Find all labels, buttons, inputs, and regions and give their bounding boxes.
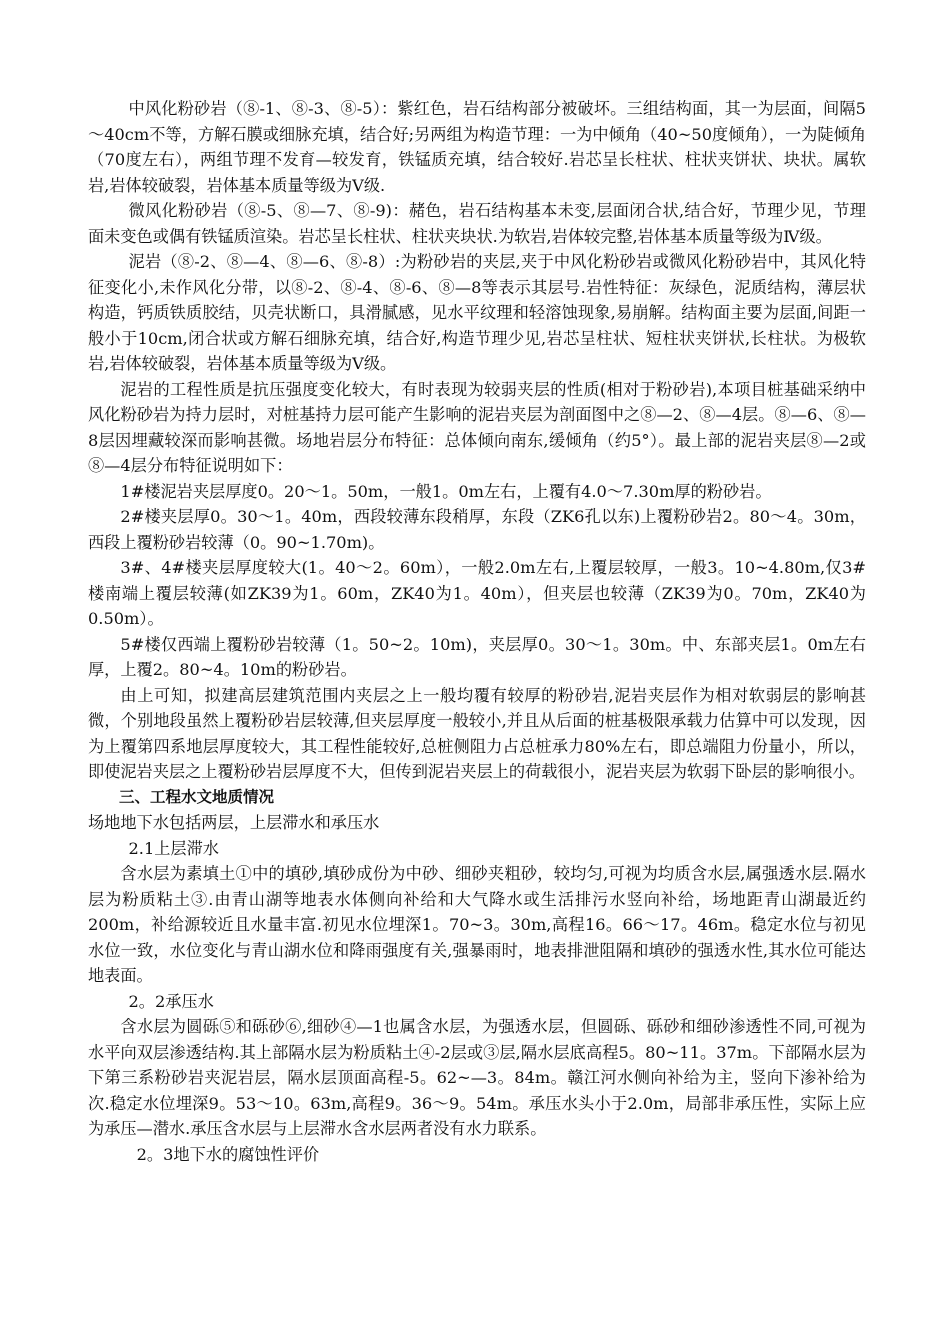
paragraph-conclusion: 由上可知，拟建高层建筑范围内夹层之上一般均覆有较厚的粉砂岩,泥岩夹层作为相对软弱层的影响甚微，个别地段虽然上覆粉砂岩层较薄,但夹层厚度一般较小,并且从后面的桩基极限承载力估算中可以发现，因为上覆第四系地层厚度较大，其工程性能较好,总桩侧阻力占总桩承力80%左右，即总端阻力份量小，所以，即使泥岩夹层之上覆粉砂岩层厚度不大，但传到泥岩夹层上的荷载很小，泥岩夹层为软弱下卧层的影响很小。	[88, 685, 866, 781]
subsection-title-corrosivity: 2。3地下水的腐蚀性评价	[136, 1144, 320, 1164]
paragraph-building-5: 5#楼仅西端上覆粉砂岩较薄（1。50~2。10m)，夹层厚0。30～1。30m。中、东部夹层1。0m左右厚，上覆2。80~4。10m的粉砂岩。	[88, 634, 866, 679]
subsection-title-confined-water: 2。2承压水	[128, 991, 214, 1011]
paragraph-mudstone: 泥岩（⑧-2、⑧—4、⑧—6、⑧-8）:为粉砂岩的夹层,夹于中风化粉砂岩或微风化粉砂岩中，其风化特征变化小,未作风化分带，以⑧-2、⑧-4、⑧-6、⑧—8等表示其层号.岩性特征：灰绿色，泥质结构，薄层状构造，钙质铁质胶结，贝壳状断口，具滑腻感，见水平纹理和轻溶蚀现象,易崩解。结构面主要为层面,间距一般小于10cm,闭合状或方解石细脉充填，结合好,构造节理少见,岩芯呈柱状、短柱状夹饼状,长柱状。为极软岩,岩体较破裂，岩体基本质量等级为Ⅴ级。	[88, 252, 866, 373]
document-page	[88, 96, 866, 1167]
paragraph-building-2: 2#楼夹层厚0。30～1。40m，西段较薄东段稍厚，东段（ZK6孔以东)上覆粉砂岩2。80～4。30m，西段上覆粉砂岩较薄（0。90~1.70m)。	[88, 507, 866, 552]
subsection-body-confined-water: 含水层为圆砾⑤和砾砂⑥,细砂④—1也属含水层，为强透水层，但圆砾、砾砂和细砂渗透性不同,可视为水平向双层渗透结构.其上部隔水层为粉质粘土④-2层或③层,隔水层底高程5。80~11。37m。下部隔水层为下第三系粉砂岩夹泥岩层，隔水层顶面高程-5。62~—3。84m。赣江河水侧向补给为主，竖向下渗补给为次.稳定水位埋深9。53～10。63m,高程9。36～9。54m。承压水头小于2.0m，局部非承压性，实际上应为承压—潜水.承压含水层与上层滞水含水层两者没有水力联系。	[88, 1017, 866, 1138]
paragraph-building-1: 1#楼泥岩夹层厚度0。20～1。50m，一般1。0m左右，上覆有4.0～7.30m厚的粉砂岩。	[120, 481, 772, 501]
subsection-title-perched-water: 2.1上层滞水	[128, 838, 219, 858]
subsection-body-perched-water: 含水层为素填土①中的填砂,填砂成份为中砂、细砂夹粗砂，较均匀,可视为均质含水层,属强透水层.隔水层为粉质粘土③.由青山湖等地表水体侧向补给和大气降水或生活排污水竖向补给，场地距青山湖最近约200m，补给源较近且水量丰富.初见水位埋深1。70~3。30m,高程16。66～17。46m。稳定水位与初见水位一致，水位变化与青山湖水位和降雨强度有关,强暴雨时，地表排泄阻隔和填砂的强透水性,其水位可能达地表面。	[88, 864, 866, 985]
paragraph-building-3-4: 3#、4#楼夹层厚度较大(1。40～2。60m），一般2.0m左右,上覆层较厚，一般3。10~4.80m,仅3#楼南端上覆层较薄(如ZK39为1。60m，ZK40为1。40m），但夹层也较薄（ZK39为0。70m，ZK40为0.50m）。	[88, 558, 866, 628]
paragraph-slightly-weathered-siltstone: 微风化粉砂岩（⑧-5、⑧—7、⑧-9)：赭色，岩石结构基本未变,层面闭合状,结合好，节理少见，节理面未变色或偶有铁锰质渲染。岩芯呈长柱状、柱状夹块状.为软岩,岩体较完整,岩体基本质量等级为Ⅳ级。	[88, 201, 866, 246]
section-intro: 场地地下水包括两层，上层滞水和承压水	[88, 813, 380, 832]
paragraph-mudstone-engineering: 泥岩的工程性质是抗压强度变化较大，有时表现为较弱夹层的性质(相对于粉砂岩),本项目桩基础采纳中风化粉砂岩为持力层时，对桩基持力层可能产生影响的泥岩夹层为剖面图中之⑧—2、⑧—4层。⑧—6、⑧—8层因埋藏较深而影响甚微。场地岩层分布特征：总体倾向南东,缓倾角（约5°）。最上部的泥岩夹层⑧—2或⑧—4层分布特征说明如下：	[88, 379, 866, 475]
section-heading: 三、工程水文地质情况	[119, 787, 275, 806]
paragraph-moderately-weathered-siltstone: 中风化粉砂岩（⑧-1、⑧-3、⑧-5）：紫红色，岩石结构部分被破坏。三组结构面，其一为层面，间隔5～40cm不等，方解石膜或细脉充填，结合好;另两组为构造节理：一为中倾角（40~50度倾角），一为陡倾角（70度左右），两组节理不发育—较发育，铁锰质充填，结合较好.岩芯呈长柱状、柱状夹饼状、块状。属软岩,岩体较破裂，岩体基本质量等级为Ⅴ级.	[88, 99, 866, 195]
